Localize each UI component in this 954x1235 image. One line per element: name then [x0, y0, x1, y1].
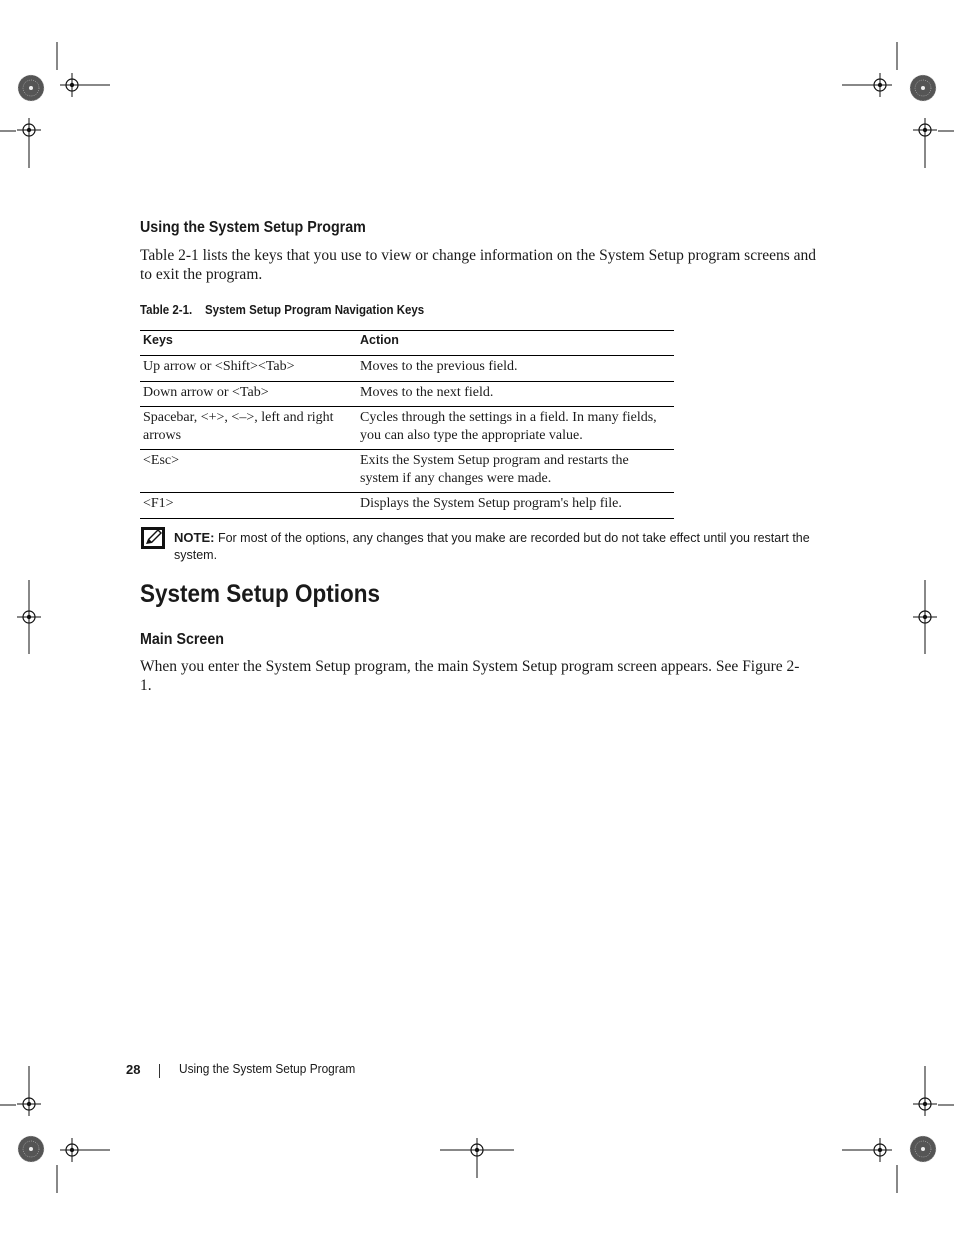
registration-cross-icon [17, 1092, 41, 1116]
note-label: NOTE: [174, 530, 215, 545]
registration-cross-icon [60, 1138, 84, 1162]
registration-cross-icon [868, 1138, 892, 1162]
action-cell: Moves to the previous field. [357, 356, 674, 382]
column-header-keys: Keys [140, 331, 357, 356]
note-body: For most of the options, any changes that you make are recorded but do not take effect until you restart the system. [174, 531, 810, 562]
action-cell: Displays the System Setup program's help file. [357, 493, 674, 519]
subheading: Main Screen [140, 631, 225, 648]
table-caption: Table 2-1. System Setup Program Navigation Keys [140, 303, 425, 317]
registration-cross-icon [913, 1092, 937, 1116]
registration-star-icon [18, 1136, 44, 1162]
registration-cross-icon [60, 73, 84, 97]
registration-cross-icon [465, 1138, 489, 1162]
registration-star-icon [910, 1136, 936, 1162]
note-pencil-icon [141, 527, 165, 549]
registration-cross-icon [868, 73, 892, 97]
footer-divider [159, 1064, 160, 1078]
key-cell: <Esc> [140, 450, 357, 493]
page-number: 28 [126, 1062, 141, 1077]
column-header-action: Action [357, 331, 674, 356]
action-cell: Cycles through the settings in a field. In many fields, you can also type the appropriate value. [357, 407, 674, 450]
action-cell: Exits the System Setup program and restarts the system if any changes were made. [357, 450, 674, 493]
action-cell: Moves to the next field. [357, 381, 674, 407]
registration-cross-icon [17, 118, 41, 142]
registration-cross-icon [17, 605, 41, 629]
table-row [140, 356, 674, 382]
section-heading: Using the System Setup Program [140, 219, 366, 236]
table-row [140, 493, 674, 519]
navigation-keys-table [140, 330, 674, 519]
page-title: System Setup Options [140, 580, 381, 608]
registration-star-icon [910, 75, 936, 101]
running-title: Using the System Setup Program [179, 1062, 356, 1076]
table-row [140, 381, 674, 407]
registration-star-icon [18, 75, 44, 101]
intro-paragraph: Table 2-1 lists the keys that you use to view or change information on the System Setup program screens and to exit the program. [140, 247, 817, 283]
table-row [140, 450, 674, 493]
registration-cross-icon [913, 118, 937, 142]
key-cell: <F1> [140, 493, 357, 519]
main-paragraph: When you enter the System Setup program, the main System Setup program screen appears. See Figure 2-1. [140, 658, 800, 694]
table-row [140, 407, 674, 450]
table-header-row [140, 331, 674, 356]
note-text [174, 529, 824, 564]
registration-cross-icon [913, 605, 937, 629]
key-cell: Up arrow or <Shift><Tab> [140, 356, 357, 382]
key-cell: Down arrow or <Tab> [140, 381, 357, 407]
key-cell: Spacebar, <+>, <–>, left and right arrows [140, 407, 357, 450]
